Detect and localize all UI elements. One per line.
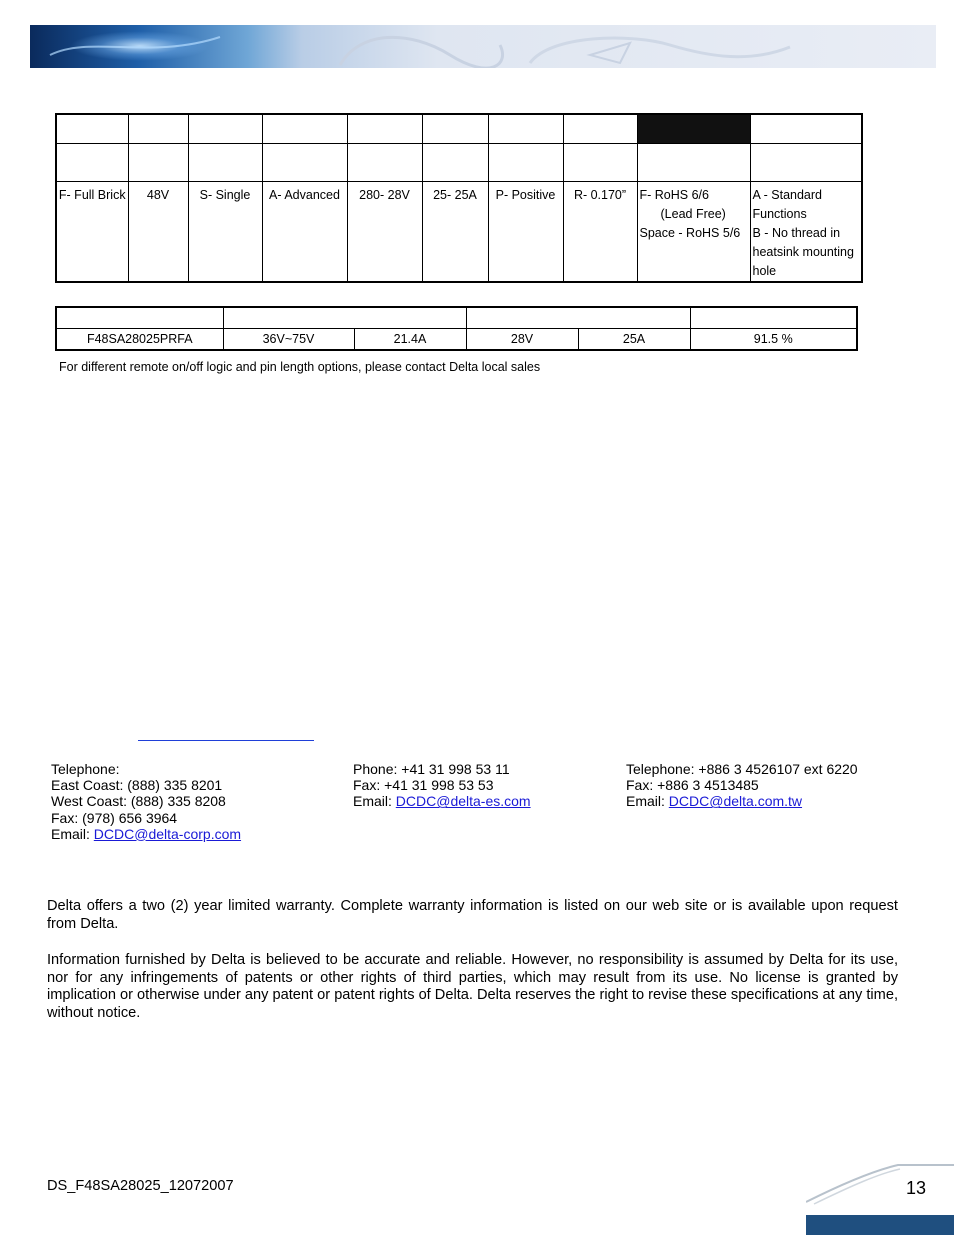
options-note: For different remote on/off logic and pin length options, please contact Delta local sales [59,360,541,374]
model-name-cell: F48SA28025PRFA [56,329,223,351]
code-cell [750,144,862,182]
code-cell [422,144,488,182]
code-value-output-current: 25- 25A [422,182,488,283]
contact-line: Fax: +886 3 4513485 [626,777,759,794]
input-current-cell: 21.4A [354,329,466,351]
model-table-header-row [56,307,857,329]
banner-swirl-graphic [30,25,936,68]
email-link-usa[interactable]: DCDC@delta-corp.com [93,825,242,842]
code-value-output-voltage: 280- 28V [347,182,422,283]
document-id: DS_F48SA28025_12072007 [47,1178,234,1194]
contact-email-line: Email: DCDC@delta-corp.com [51,825,242,842]
code-cell [488,114,563,144]
code-table-label-row [56,144,862,182]
website-link[interactable] [138,725,314,741]
code-cell-highlighted [637,114,750,144]
output-current-cell: 25A [578,329,690,351]
input-voltage-cell: 36V~75V [223,329,354,351]
code-cell [262,144,347,182]
code-cell [488,144,563,182]
code-cell [347,114,422,144]
contact-line: East Coast: (888) 335 8201 [51,777,223,794]
model-list-table [55,306,858,351]
output-voltage-cell: 28V [466,329,578,351]
code-cell [422,114,488,144]
code-value-input-voltage: 48V [128,182,188,283]
code-cell [637,144,750,182]
code-table-header-row [56,114,862,144]
model-header-cell [690,307,857,329]
contact-line: Fax: (978) 656 3964 [51,809,178,826]
code-value-pin-length: R- 0.170” [563,182,637,283]
contact-line: Fax: +41 31 998 53 53 [353,777,494,794]
code-cell [128,114,188,144]
header-banner [30,25,936,68]
model-header-cell [466,307,690,329]
part-number-code-table [55,113,863,283]
disclaimer-paragraph: Information furnished by Delta is believed to be accurate and reliable. However, no responsibility is assumed by Delta for its use, nor for any infringements of patents or other rights of third parties, which may result from its use. No license is granted by implication or otherwise under any patent or patent rights of Delta. Delta reserves the right to revise these specifications at any time, without notice. [47,952,898,1021]
contact-line: Telephone: +886 3 4526107 ext 6220 [626,761,858,777]
efficiency-cell: 91.5 % [690,329,857,351]
code-cell [188,114,262,144]
code-value-product-type: F- Full Brick [56,182,128,283]
contact-europe [353,761,531,810]
code-cell [563,114,637,144]
contact-usa [51,761,241,842]
code-cell [56,144,128,182]
code-cell [262,114,347,144]
contact-email-line: Email: DCDC@delta.com.tw [626,793,803,810]
contact-asia [626,761,858,810]
page-number: 13 [906,1178,927,1198]
code-cell [128,144,188,182]
email-link-asia[interactable]: DCDC@delta.com.tw [668,793,803,810]
table-row [56,329,857,351]
contact-line: Phone: +41 31 998 53 11 [353,761,510,777]
code-table-value-row [56,182,862,283]
page-corner-graphic [806,1162,954,1235]
code-cell [563,144,637,182]
model-header-cell [223,307,466,329]
warranty-paragraph: Delta offers a two (2) year limited warranty. Complete warranty information is listed on our web site or is available upon request from Delta. [47,898,898,932]
code-value-option: A - Standard Functions B - No thread in heatsink mounting hole [750,182,862,283]
code-cell [56,114,128,144]
code-value-on-off-logic: P- Positive [488,182,563,283]
contact-email-line: Email: DCDC@delta-es.com [353,793,531,810]
email-link-europe[interactable]: DCDC@delta-es.com [395,793,531,810]
code-value-rohs: F- RoHS 6/6 (Lead Free) Space - RoHS 5/6 [637,182,750,283]
contact-line: West Coast: (888) 335 8208 [51,793,226,810]
contact-line: Telephone: [51,761,120,777]
code-cell [347,144,422,182]
code-value-outputs: S- Single [188,182,262,283]
code-cell [188,144,262,182]
code-cell [750,114,862,144]
model-header-cell [56,307,223,329]
code-value-product-series: A- Advanced [262,182,347,283]
